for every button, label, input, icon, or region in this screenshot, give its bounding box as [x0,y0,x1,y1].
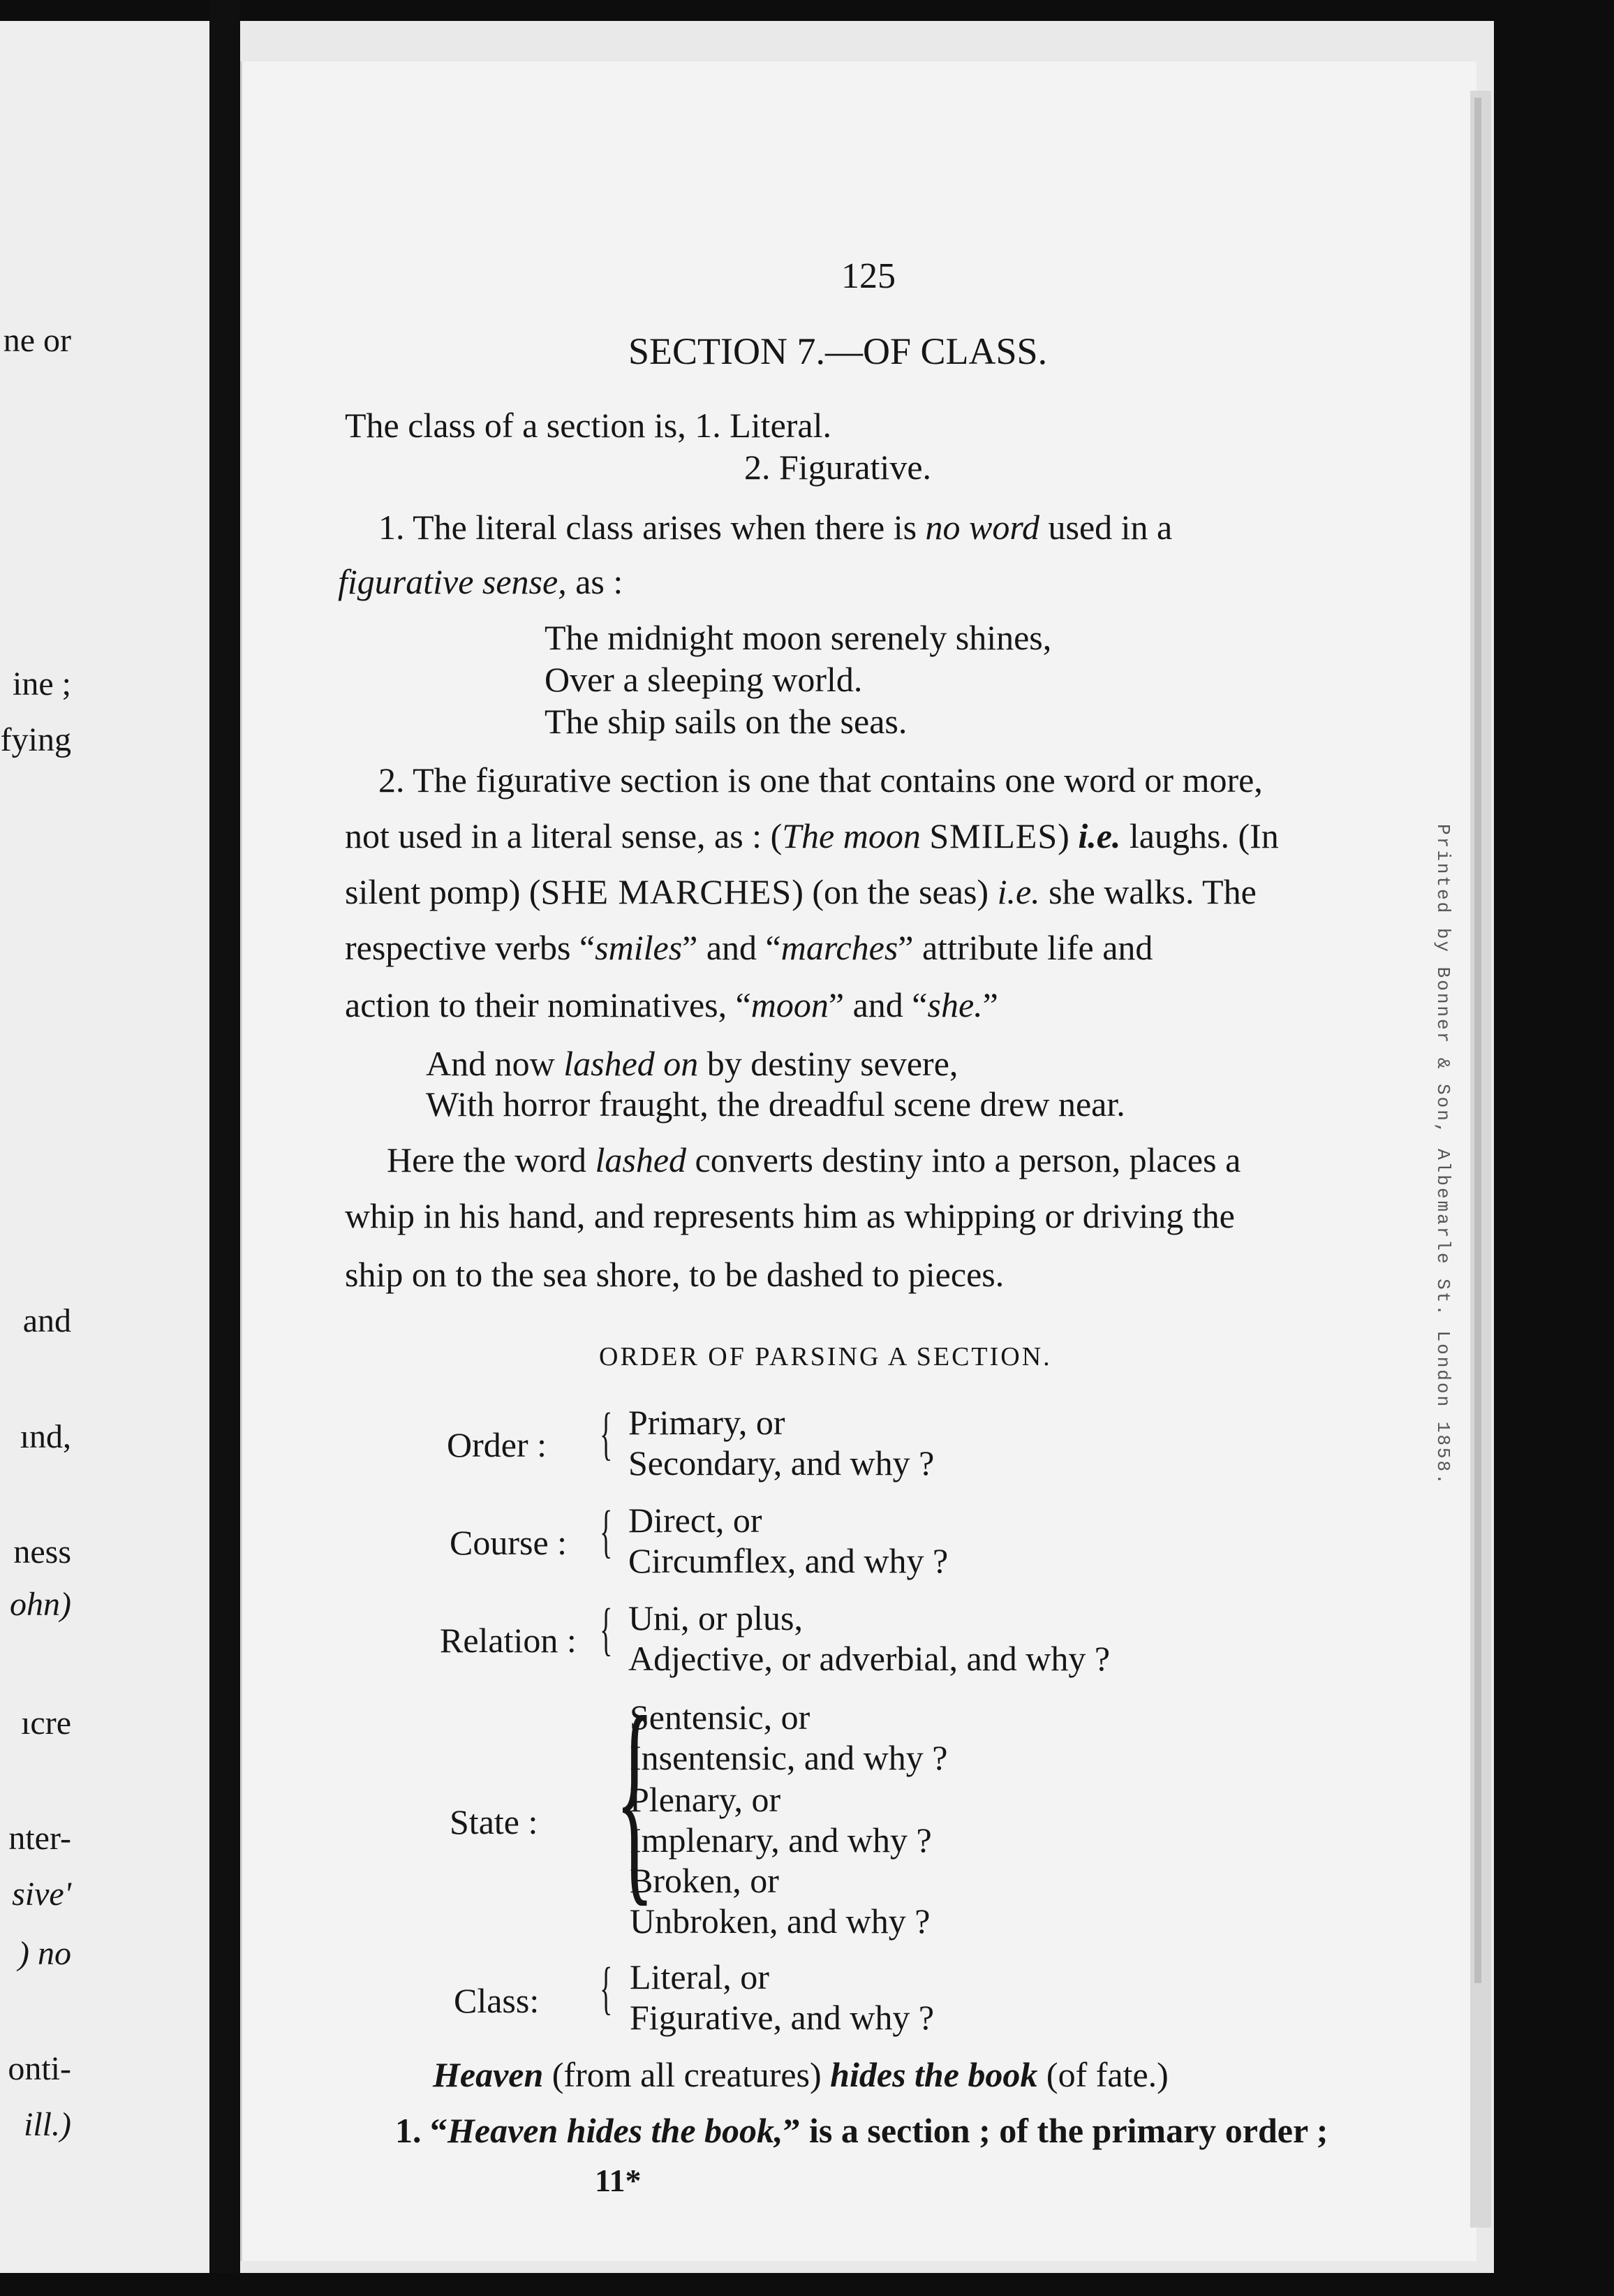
left-fragment-9: nter- [8,1820,71,1857]
printer-imprint: Printed by Bonner & Son, Albemarle St. London 1858. [1432,824,1453,1487]
example-d: (of fate.) [1046,2055,1169,2094]
class-item-1: Literal, or [630,1957,769,1996]
left-fragment-2: ine ; [13,665,71,702]
class-item-2: Figurative, and why ? [630,1998,935,2037]
order-label: Order : [447,1425,547,1464]
course-label: Course : [450,1523,568,1562]
p1-text-a: 1. The literal class arises when there is [378,508,917,547]
course-brace: { [600,1499,613,1564]
state-item-3: Plenary, or [630,1780,781,1819]
class-label: Class: [454,1981,540,2020]
signature-mark: 11* [595,2163,642,2198]
p2-l5-e: ” [982,985,998,1024]
p3-l1-c: converts destiny into a person, places a [695,1140,1241,1179]
state-brace: { [615,1670,654,1925]
page-number: 125 [841,256,896,296]
left-fragment-6: ness [13,1533,71,1570]
p3-l1-a: Here the word [387,1140,586,1179]
paragraph-3-line-2: whip in his hand, and represents him as whipping or driving the [345,1196,1235,1235]
p2-l4-c: ” and “ [682,928,781,967]
p1-text-c: used in a [1048,508,1173,547]
v2-l1-a: And now [426,1044,555,1083]
p2-l4-a: respective verbs “ [345,928,595,967]
p2-l3-a: silent pomp) ( [345,872,541,911]
relation-item-1: Uni, or plus, [628,1598,803,1638]
course-item-2: Circumflex, and why ? [628,1541,949,1580]
intro-line-1: The class of a section is, 1. Literal. [345,406,831,445]
paragraph-2-line-4 [345,930,1153,965]
p2-l2-d: ) [1058,816,1069,855]
p2-l5-d: she. [927,985,983,1024]
relation-brace: { [600,1597,613,1662]
state-item-2: Insentensic, and why ? [630,1738,948,1777]
left-fragment-3: fying [0,721,71,758]
book-gutter [209,0,240,2296]
example-b: (from all creatures) [551,2055,822,2094]
p1-text-b: no word [925,508,1039,547]
p2-l2-b: The moon [782,816,921,855]
paragraph-2-line-2 [345,818,1279,853]
paragraph-2-line-1: 2. The figurative section is one that contains one word or more, [378,760,1263,800]
p2-l5-b: moon [750,985,829,1024]
state-item-4: Implenary, and why ? [630,1820,932,1860]
p2-l5-c: ” and “ [828,985,928,1024]
left-fragment-12: onti- [8,2050,71,2087]
example-line [433,2057,1169,2092]
p2-l2-e: i.e. [1078,816,1121,855]
example-a: Heaven [433,2055,544,2094]
intro-line-2: 2. Figurative. [744,448,932,487]
relation-label: Relation : [440,1621,577,1660]
order-item-1: Primary, or [628,1403,785,1442]
left-fragment-1: ne or [3,322,71,359]
scan-top-border [0,0,1614,21]
p1-text-e: as : [575,562,623,601]
left-fragment-11: ) no [18,1935,71,1972]
state-item-1: Sentensic, or [630,1698,810,1737]
state-label: State : [450,1802,538,1841]
left-fragment-4: and [22,1302,71,1339]
p2-l5-a: action to their nominatives, “ [345,985,751,1024]
page-edge-shadow [1474,98,1481,1983]
last-line-b: Heaven hides the book, [447,2111,783,2150]
p2-l3-c: ) (on the seas) [792,872,989,911]
p2-l2-f: laughs. (In [1129,816,1279,855]
v2-l1-c: by destiny severe, [706,1044,958,1083]
state-item-5: Broken, or [630,1861,779,1900]
paragraph-1-line-1 [378,510,1172,545]
scan-bottom-border [0,2273,1614,2296]
order-item-2: Secondary, and why ? [628,1443,935,1482]
paragraph-2-line-5 [345,987,998,1022]
left-fragment-10: sive' [12,1876,71,1913]
paragraph-2-line-3 [345,874,1257,909]
example-c: hides the book [830,2055,1038,2094]
state-item-6: Unbroken, and why ? [630,1901,931,1941]
last-line-c: ” is a section ; of the primary order ; [783,2111,1328,2150]
last-line-a: 1. “ [395,2111,447,2150]
left-fragment-8: ıcre [21,1705,71,1742]
paragraph-3-line-1 [387,1142,1241,1177]
verse-1-line-1: The midnight moon serenely shines, [545,618,1052,657]
p2-l2-c: SMILES [929,816,1058,855]
order-brace: { [600,1401,613,1466]
p2-l4-b: smiles [595,928,683,967]
paragraph-3-line-3: ship on to the sea shore, to be dashed to pieces. [345,1255,1005,1294]
v2-l1-b: lashed on [563,1044,699,1083]
p2-l3-d: i.e. [997,872,1040,911]
left-fragment-13: ill.) [24,2106,71,2143]
verse-1-line-3: The ship sails on the seas. [545,702,908,741]
parsing-heading: ORDER OF PARSING A SECTION. [599,1342,1052,1371]
verse-2-line-1 [426,1046,958,1081]
p2-l4-e: ” attribute life and [898,928,1153,967]
verse-2-line-2: With horror fraught, the dreadful scene drew near. [426,1084,1125,1124]
last-line [395,2113,1328,2148]
paragraph-1-line-2 [338,564,623,599]
left-fragment-7: ohn) [10,1586,71,1623]
class-brace: { [600,1956,613,2021]
course-item-1: Direct, or [628,1501,762,1540]
section-title: SECTION 7.—OF CLASS. [628,330,1048,372]
left-fragment-5: ınd, [20,1418,71,1455]
p2-l2-a: not used in a literal sense, as : ( [345,816,783,855]
p1-text-d: figurative sense, [338,562,567,601]
p2-l3-b: SHE MARCHES [540,872,792,911]
p2-l4-d: marches [780,928,898,967]
verse-1-line-2: Over a sleeping world. [545,660,863,699]
p3-l1-b: lashed [595,1140,687,1179]
p2-l3-e: she walks. The [1049,872,1257,911]
relation-item-2: Adjective, or adverbial, and why ? [628,1639,1111,1678]
scan-right-border [1494,0,1614,2296]
